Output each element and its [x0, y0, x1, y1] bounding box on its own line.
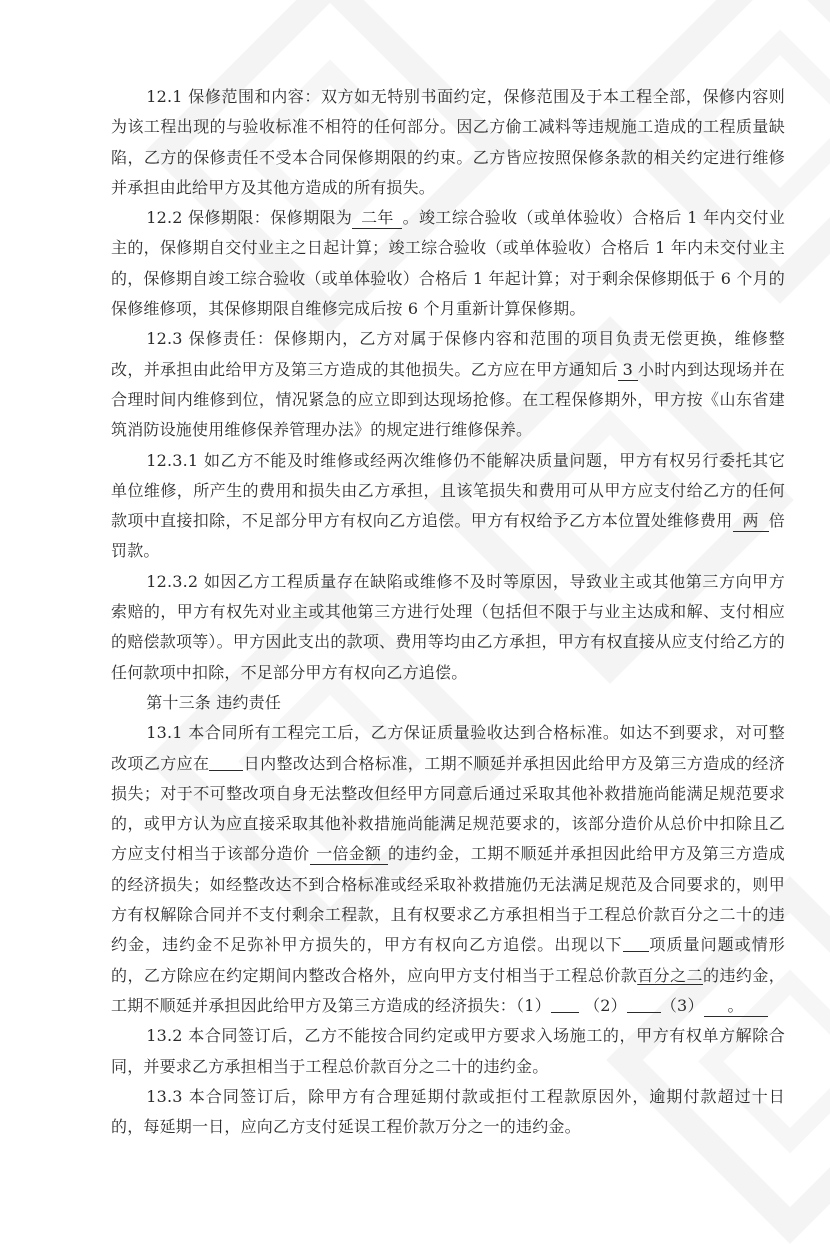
fill-in-blank: 两: [733, 511, 769, 532]
clause-paragraph-13-1: [111, 718, 785, 1021]
clause-paragraph-12-3-1: [111, 446, 785, 567]
clause-paragraph-12-3-2: [111, 567, 785, 688]
fill-in-blank: [551, 994, 579, 1013]
clause-text: 12.3 保修责任：保修期内，乙方对属于保修内容和范围的项目负责无偿更换，维修整改，并承担由此给甲方及第三方造成的其他损失。乙方应在甲方通知后: [111, 329, 785, 379]
fill-in-blank: [627, 994, 661, 1013]
clause-text: 倍罚款。: [111, 511, 785, 561]
clause-text: 的违约金，工期不顺延并承担因此给甲方及第三方造成的经济损失：（1）: [111, 965, 785, 1015]
clause-paragraph-12-3: [111, 324, 785, 445]
clause-text: 13.3 本合同签订后，除甲方有合理延期付款或拒付工程款原因外，逾期付款超过十日的，每延期一日，应向乙方支付延误工程价款万分之一的违约金。: [111, 1086, 785, 1137]
fill-in-blank: 二年: [352, 208, 402, 229]
clause-text: 小时内到达现场并在合理时间内维修到位，情况紧急的应立即到达现场抢修。在工程保修期外，甲方按《山东省建筑消防设施使用维修保养管理办法》的规定进行维修保养。: [111, 359, 785, 440]
clause-text: 12.1 保修范围和内容：双方如无特别书面约定，保修范围及于本工程全部，保修内容则为该工程出现的与验收标准不相符的任何部分。因乙方偷工减料等违规施工造成的工程质量缺陷，乙方的保修责任不受本合同保修期限的约束。乙方皆应按照保修条款的相关约定进行维修并承担由此给甲方及其他方造成的所有损失。: [111, 87, 785, 197]
underlined-term: 百分之二: [637, 965, 703, 985]
clause-text: 项质量问题或情形的，乙方除应在约定期间内整改合格外，应向甲方支付相当于工程总价款: [111, 935, 785, 985]
fill-in-blank: 。: [704, 996, 768, 1017]
clause-text: 12.2 保修期限：保修期限为: [146, 208, 353, 228]
clause-text: 12.3.2 如因乙方工程质量存在缺陷或维修不及时等原因，导致业主或其他第三方向甲方索赔的，甲方有权先对业主或其他第三方进行处理（包括但不限于与业主达成和解、支付相应的赔偿款项等）。甲方因此支出的款项、费用等均由乙方承担，甲方有权直接从应支付给乙方的任何款项中扣除，不足部分甲方有权向乙方追偿。: [111, 571, 785, 682]
clause-paragraph-12-2: [111, 203, 785, 324]
fill-in-blank: [209, 752, 243, 771]
clause-paragraph-13-2: [111, 1021, 785, 1082]
clause-text: 12.3.1 如乙方不能及时维修或经两次维修仍不能解决质量问题，甲方有权另行委托其它单位维修，所产生的费用和损失由乙方承担，且该笔损失和费用可从甲方应支付给乙方的任何款项中直接扣除，不足部分甲方有权向乙方追偿。甲方有权给予乙方本位置处维修费用: [111, 450, 785, 531]
clause-paragraph-12-1: [111, 82, 785, 203]
clause-text: 日内整改达到合格标准，工期不顺延并承担因此给甲方及第三方造成的经济损失；对于不可整改项自身无法整改但经甲方同意后通过采取其他补救措施尚能满足规范要求的，或甲方认为应直接采取其他补救措施尚能满足规范要求的，该部分造价从总价中扣除且乙方应支付相当于该部分造价: [111, 753, 785, 864]
clause-paragraph-13-3: [111, 1082, 785, 1143]
contract-page: [111, 82, 785, 1142]
clause-text: 13.1 本合同所有工程完工后，乙方保证质量验收达到合格标准。如达不到要求，对可整改项乙方应在: [111, 723, 785, 773]
clause-text: （2）: [578, 995, 627, 1015]
clause-text: 的违约金，工期不顺延并承担因此给甲方及第三方造成的经济损失；如经整改达不到合格标准或经采取补救措施仍无法满足规范及合同要求的，则甲方有权解除合同并不支付剩余工程款，且有权要求乙方承担相当于工程总价款百分之二十的违约金，违约金不足弥补甲方损失的，甲方有权向乙方追偿。出现以下: [111, 844, 785, 955]
clause-text: 第十三条 违约责任: [146, 692, 282, 712]
clause-text: 。竣工综合验收（或单体验收）合格后 1 年内交付业主的，保修期自交付业主之日起计算；竣工综合验收（或单体验收）合格后 1 年内未交付业主的，保修期自竣工综合验收（或单体验收）合格后 1 年起计算；对于剩余保修期低于 6 个月的保修维修项，其保修期限自维修完成后按 6 个月重新计算保修期。: [111, 208, 785, 319]
fill-in-blank: 3: [618, 360, 638, 381]
article-heading: [111, 688, 785, 718]
fill-in-blank: 一倍金额: [310, 844, 388, 865]
clause-text: （3）: [660, 995, 704, 1015]
clause-text: 13.2 本合同签订后，乙方不能按合同约定或甲方要求入场施工的，甲方有权单方解除合同，并要求乙方承担相当于工程总价款百分之二十的违约金。: [111, 1026, 785, 1076]
fill-in-blank: [623, 933, 649, 952]
